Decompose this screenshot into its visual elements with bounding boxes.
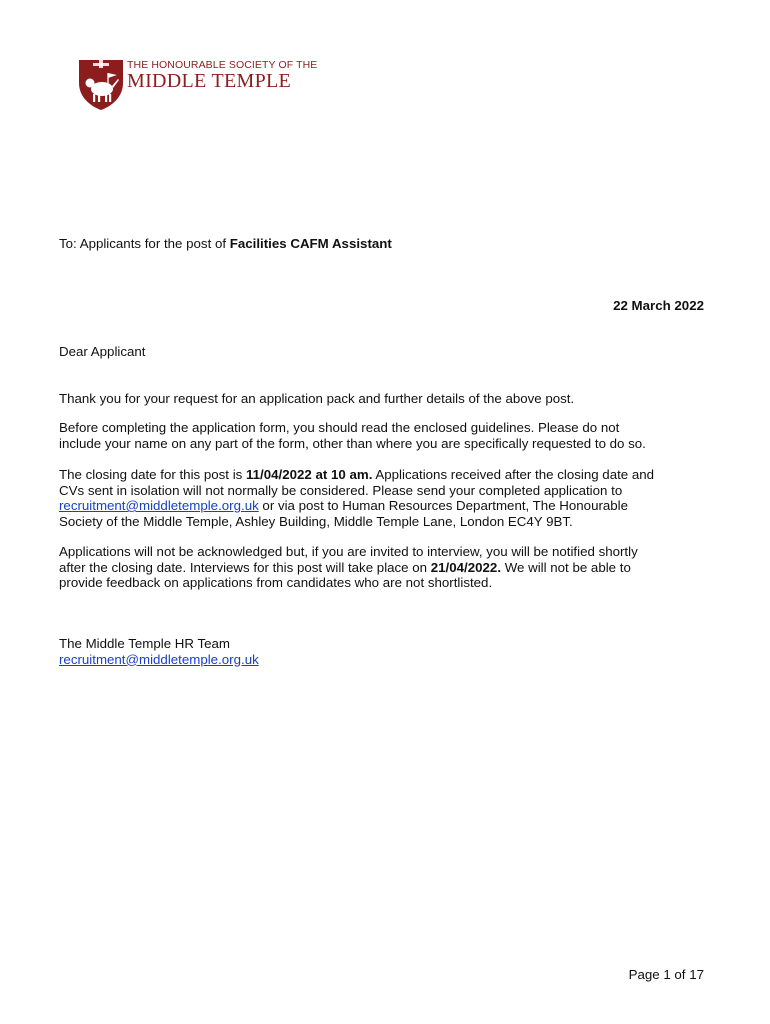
paragraph-2-line: include your name on any part of the form, other than where you are specifically requested to do so. [59, 435, 646, 451]
post-title: Facilities CAFM Assistant [229, 236, 392, 251]
middle-temple-logo [78, 59, 317, 111]
closing-deadline: 11/04/2022 at 10 am. [246, 467, 373, 482]
paragraph-4-line [59, 560, 638, 576]
closing-date-suffix: Applications received after the closing date and [372, 467, 655, 482]
salutation: Dear Applicant [59, 344, 146, 359]
logo-name: MIDDLE TEMPLE [127, 70, 292, 92]
signature-name: The Middle Temple HR Team [59, 636, 230, 651]
paragraph-2 [59, 420, 646, 451]
logo-tagline: THE HONOURABLE SOCIETY OF THE [127, 59, 318, 71]
recruitment-email-link[interactable]: recruitment@middletemple.org.uk [59, 498, 259, 513]
paragraph-4-line: provide feedback on applications from candidates who are not shortlisted. [59, 575, 493, 590]
letter-date: 22 March 2022 [613, 298, 704, 313]
page-number: Page 1 of 17 [628, 967, 704, 982]
paragraph-3-line: CVs sent in isolation will not normally be considered. Please send your completed application to [59, 482, 623, 498]
closing-date-prefix: The closing date for this post is [59, 467, 246, 482]
paragraph-2-line: Before completing the application form, you should read the enclosed guidelines. Please do not [59, 420, 620, 435]
paragraph-1: Thank you for your request for an application pack and further details of the above post. [59, 391, 575, 406]
logo-wordmark [127, 59, 317, 91]
interview-prefix: after the closing date. Interviews for this post will take place on [59, 559, 431, 575]
paragraph-3-line: Society of the Middle Temple, Ashley Building, Middle Temple Lane, London EC4Y 9BT. [59, 513, 573, 529]
interview-date: 21/04/2022. [430, 559, 502, 575]
paragraph-4-line: Applications will not be acknowledged but, if you are invited to interview, you will be notified shortly [59, 544, 638, 559]
paragraph-3-line [59, 467, 654, 483]
paragraph-3-line [59, 498, 654, 514]
paragraph-4 [59, 544, 638, 591]
signature-email-link[interactable]: recruitment@middletemple.org.uk [59, 651, 259, 667]
signature-block [59, 636, 259, 667]
recipient-line [59, 236, 392, 252]
postal-address-prefix: or via post to Human Resources Department, The Honourable [258, 498, 629, 513]
paragraph-3 [59, 467, 654, 529]
interview-suffix: We will not be able to [501, 559, 631, 575]
lamb-and-flag-crest-icon [78, 59, 124, 111]
recipient-prefix: To: Applicants for the post of [59, 236, 230, 251]
